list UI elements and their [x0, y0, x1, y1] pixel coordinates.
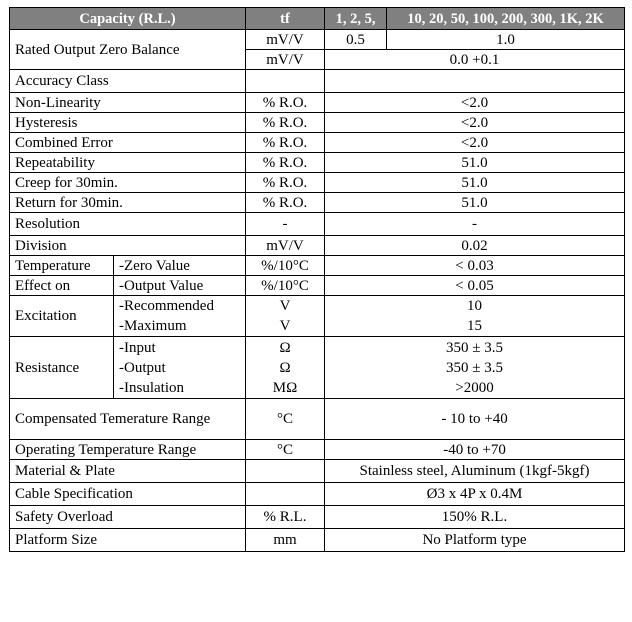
row-unit: % R.O. — [246, 153, 325, 173]
row-unit: Ω — [279, 359, 291, 376]
row-unit: mV/V — [246, 30, 325, 50]
row-unit: °C — [246, 440, 325, 460]
row-sublabel: -Output — [119, 359, 166, 376]
row-label: Creep for 30min. — [10, 173, 246, 193]
row-value: 15 — [467, 318, 483, 334]
row-unit: %/10°C — [246, 276, 325, 296]
table-row — [10, 173, 625, 193]
row-value: <2.0 — [325, 133, 625, 153]
row-label: Division — [10, 236, 246, 256]
row-value: - 10 to +40 — [325, 399, 625, 440]
row-sublabel: -Output Value — [114, 276, 246, 296]
row-label: Operating Temperature Range — [10, 440, 246, 460]
row-value: No Platform type — [325, 529, 625, 552]
row-label: Material & Plate — [10, 460, 246, 483]
row-value: 10 — [467, 298, 483, 314]
table-row — [10, 529, 625, 552]
row-label: Repeatability — [10, 153, 246, 173]
table-row — [10, 113, 625, 133]
header-capacity-small: 1, 2, 5, — [325, 8, 387, 30]
table-row — [10, 460, 625, 483]
row-label: Effect on — [10, 276, 114, 296]
row-label: Accuracy Class — [10, 70, 246, 93]
table-row — [10, 30, 625, 50]
row-sublabels — [114, 296, 246, 337]
row-unit: Ω — [279, 339, 291, 356]
row-sublabel: -Zero Value — [114, 256, 246, 276]
row-unit: % R.O. — [246, 173, 325, 193]
row-value: Ø3 x 4P x 0.4M — [325, 483, 625, 506]
row-unit: MΩ — [272, 379, 298, 396]
row-sublabel: -Input — [119, 339, 156, 356]
row-value: 0.02 — [325, 236, 625, 256]
row-unit: % R.O. — [246, 133, 325, 153]
row-value: Stainless steel, Aluminum (1kgf-5kgf) — [325, 460, 625, 483]
header-unit: tf — [246, 8, 325, 30]
row-label: Temperature — [10, 256, 114, 276]
row-label: Return for 30min. — [10, 193, 246, 213]
row-unit: V — [279, 298, 291, 314]
table-row — [10, 483, 625, 506]
table-row — [10, 337, 625, 399]
row-unit — [246, 70, 325, 93]
row-value: <2.0 — [325, 113, 625, 133]
row-value: <2.0 — [325, 93, 625, 113]
table-row — [10, 440, 625, 460]
table-row — [10, 399, 625, 440]
row-sublabel: -Maximum — [119, 318, 187, 334]
row-label: Rated Output Zero Balance — [10, 30, 246, 70]
row-values — [325, 296, 625, 337]
table-row — [10, 236, 625, 256]
row-value — [325, 70, 625, 93]
row-unit: °C — [246, 399, 325, 440]
header-capacity: Capacity (R.L.) — [10, 8, 246, 30]
table-row — [10, 213, 625, 236]
table-row — [10, 256, 625, 276]
row-unit: - — [246, 213, 325, 236]
row-value: 350 ± 3.5 — [446, 359, 503, 376]
table-row — [10, 276, 625, 296]
row-label: Resistance — [10, 337, 114, 399]
row-values — [325, 337, 625, 399]
row-units — [246, 337, 325, 399]
row-label: Non-Linearity — [10, 93, 246, 113]
row-value: 0.0 +0.1 — [325, 50, 625, 70]
row-unit: %/10°C — [246, 256, 325, 276]
header-capacity-large: 10, 20, 50, 100, 200, 300, 1K, 2K — [387, 8, 625, 30]
row-sublabel: -Recommended — [119, 298, 214, 314]
table-row — [10, 296, 625, 337]
row-unit: % R.O. — [246, 93, 325, 113]
row-label: Combined Error — [10, 133, 246, 153]
row-value: 150% R.L. — [325, 506, 625, 529]
row-value: -40 to +70 — [325, 440, 625, 460]
row-value: >2000 — [455, 379, 494, 396]
row-label: Compensated Temerature Range — [10, 399, 246, 440]
table-row — [10, 93, 625, 113]
table-row — [10, 153, 625, 173]
row-unit: V — [279, 318, 291, 334]
row-unit: % R.O. — [246, 113, 325, 133]
row-unit — [246, 460, 325, 483]
row-value: 51.0 — [325, 153, 625, 173]
table-row — [10, 506, 625, 529]
header-row — [10, 8, 625, 30]
row-value-large: 1.0 — [387, 30, 625, 50]
row-label: Excitation — [10, 296, 114, 337]
row-label: Platform Size — [10, 529, 246, 552]
row-value: - — [325, 213, 625, 236]
row-label: Cable Specification — [10, 483, 246, 506]
row-unit — [246, 483, 325, 506]
row-unit: % R.O. — [246, 193, 325, 213]
row-unit: mV/V — [246, 236, 325, 256]
row-value: < 0.03 — [325, 256, 625, 276]
row-label: Safety Overload — [10, 506, 246, 529]
row-value: 51.0 — [325, 173, 625, 193]
table-row — [10, 193, 625, 213]
row-unit: % R.L. — [246, 506, 325, 529]
row-sublabel: -Insulation — [119, 379, 184, 396]
row-value: 51.0 — [325, 193, 625, 213]
row-sublabels — [114, 337, 246, 399]
row-unit: mm — [246, 529, 325, 552]
row-value: < 0.05 — [325, 276, 625, 296]
row-label: Resolution — [10, 213, 246, 236]
row-unit: mV/V — [246, 50, 325, 70]
row-label: Hysteresis — [10, 113, 246, 133]
spec-table — [9, 7, 625, 552]
row-value-small: 0.5 — [325, 30, 387, 50]
row-value: 350 ± 3.5 — [446, 339, 503, 356]
table-row — [10, 70, 625, 93]
table-row — [10, 133, 625, 153]
row-units — [246, 296, 325, 337]
